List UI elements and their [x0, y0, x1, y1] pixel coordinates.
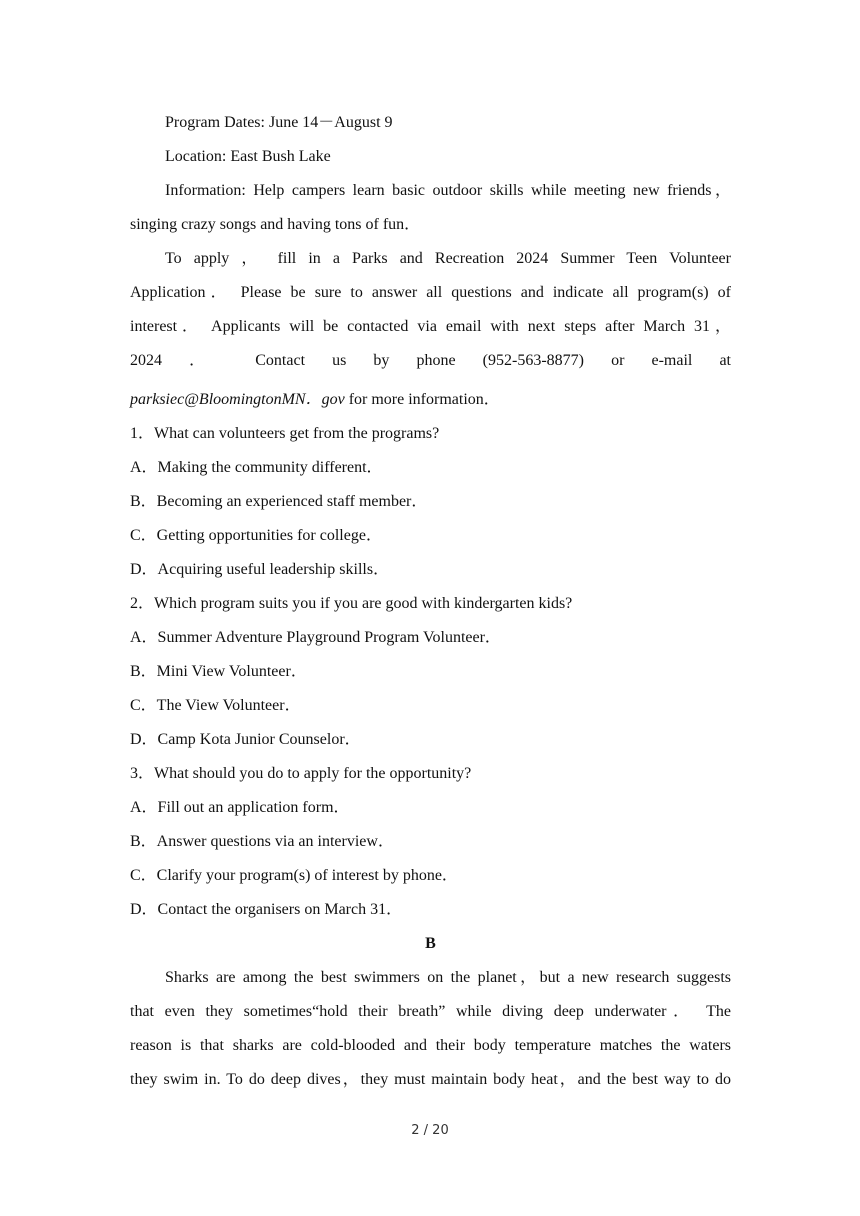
question-2-option-b: B．Mini View Volunteer．: [130, 663, 307, 680]
question-3-option-d: D．Contact the organisers on March 31．: [130, 901, 403, 918]
question-3-option-b: B．Answer questions via an interview．: [130, 833, 394, 850]
passage-b-line-2: that even they sometimes“hold their breath” while diving deep underwater． The: [130, 1003, 731, 1020]
question-1-option-a: A．Making the community different．: [130, 459, 383, 476]
apply-line-1: To apply ， fill in a Parks and Recreation 2024 Summer Teen Volunteer: [165, 250, 731, 267]
question-2-option-c: C．The View Volunteer．: [130, 697, 301, 714]
question-2-option-d: D．Camp Kota Junior Counselor．: [130, 731, 361, 748]
question-3-option-a: A．Fill out an application form．: [130, 799, 350, 816]
question-1-option-d: D．Acquiring useful leadership skills．: [130, 561, 390, 578]
section-b-heading: B: [425, 935, 436, 952]
apply-line-5-tail: for more information．: [344, 391, 500, 408]
program-location: Location: East Bush Lake: [165, 148, 331, 165]
document-page: [130, 106, 731, 1097]
question-1-option-c: C．Getting opportunities for college．: [130, 527, 382, 544]
page-number: 2 / 20: [411, 1123, 449, 1138]
program-dates: Program Dates: June 14－August 9: [165, 114, 393, 131]
passage-b-line-1: Sharks are among the best swimmers on the planet，but a new research suggests: [165, 969, 731, 986]
apply-line-3: interest． Applicants will be contacted via email with next steps after March 31，: [130, 318, 731, 335]
program-info-line-2: singing crazy songs and having tons of fun．: [130, 216, 421, 233]
question-1-stem: 1．What can volunteers get from the programs?: [130, 425, 440, 442]
apply-line-4: 2024 ． Contact us by phone (952-563-8877) or e-mail at: [130, 352, 731, 369]
question-3-option-c: C．Clarify your program(s) of interest by phone．: [130, 867, 458, 884]
passage-b-line-3: reason is that sharks are cold-blooded and their body temperature matches the waters: [130, 1037, 731, 1054]
apply-line-5: [130, 378, 731, 417]
question-2-option-a: A．Summer Adventure Playground Program Volunteer．: [130, 629, 501, 646]
question-3-stem: 3．What should you do to apply for the opportunity?: [130, 765, 472, 782]
contact-email: parksiec@BloomingtonMN．gov: [130, 391, 345, 408]
program-info-line-1: Information: Help campers learn basic outdoor skills while meeting new friends，: [165, 182, 731, 199]
passage-b-line-4: they swim in. To do deep dives，they must maintain body heat，and the best way to do: [130, 1071, 731, 1088]
apply-line-2: Application． Please be sure to answer all questions and indicate all program(s) of: [130, 284, 731, 301]
question-1-option-b: B．Becoming an experienced staff member．: [130, 493, 428, 510]
question-2-stem: 2．Which program suits you if you are good with kindergarten kids?: [130, 595, 573, 612]
